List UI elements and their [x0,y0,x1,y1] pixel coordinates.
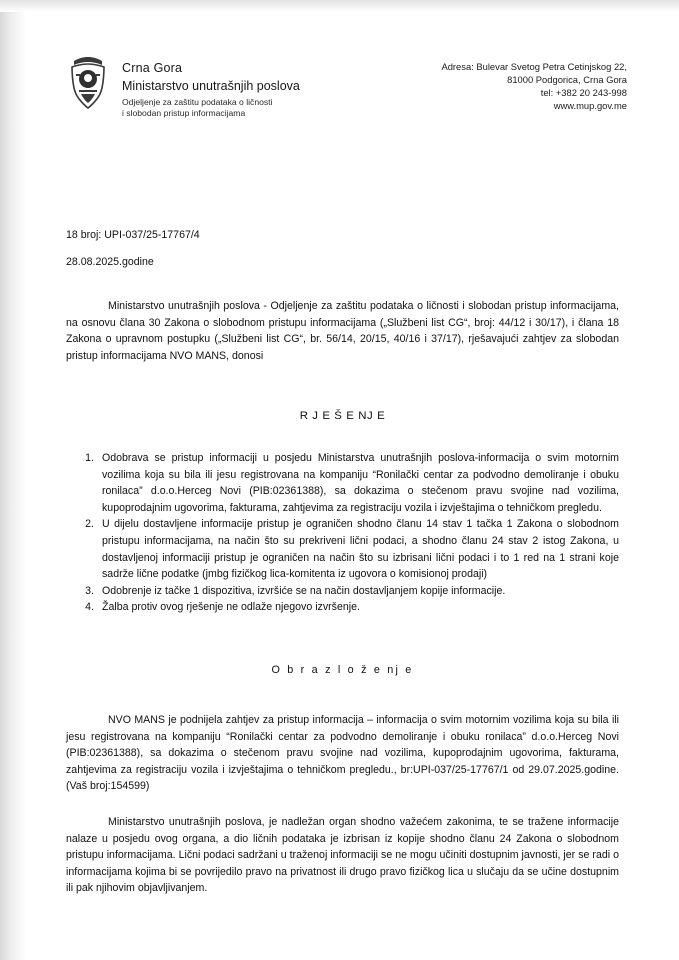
list-item-text: Odobrava se pristup informaciji u posjedu Ministarstva unutrašnjih poslova-informacija o svim motornim vozilima koja su bila ili jesu registrovana na kompaniju “Ronilački centar za podvodno demoliranje i obuku ronilaca” d.o.o.Herceg Novi (PIB:02361388), sa dokazima o stečenom pravu svojine nad vozilima, kupoprodajnim ugovorima, fakturama, zahtjevima za registraciju vozila i izvještajima o tehničkom pregledu. [102,452,619,514]
ministry-name: Ministarstvo unutrašnjih poslova [122,79,300,93]
address-phone: tel: +382 20 243-998 [540,87,627,98]
address-street: Adresa: Bulevar Svetog Petra Cetinjskog 22, [441,61,627,72]
org-identity [122,56,300,119]
list-item-text: Odobrenje iz tačke 1 dispozitiva, izvršiće se na način dostavljanjem kopije informacije. [102,584,506,597]
coat-of-arms-icon [66,56,110,112]
address-website: www.mup.gov.me [553,100,627,111]
list-item-number: 3. [85,584,94,597]
list-item [66,450,619,516]
list-item-number: 4. [85,601,94,614]
intro-paragraph: Ministarstvo unutrašnjih poslova - Odjeljenje za zaštitu podataka o ličnosti i slobodan pristup informacijama, na osnovu člana 30 Zakona o slobodnom pristupu informacijama („Službeni list CG“, broj: 44/12 i 30/17), i člana 18 Zakona o upravnom postupku („Službeni list CG“, br. 56/14, 20/15, 40/16 i 37/17), rješavajući zahtjev za slobodan pristup informacijama NVO MANS, donosi [66,300,619,362]
explanation-heading: O b r a z l o ž e nj e [271,664,414,676]
list-item-text: Žalba protiv ovog rješenje ne odlaže njegovo izvršenje. [102,601,360,614]
department-line-1: Odjeljenje za zaštitu podataka o ličnosti [122,97,273,107]
list-item-number: 2. [85,518,94,531]
reference-number: 18 broj: UPI-037/25-17767/4 [66,229,200,241]
list-item [66,583,619,600]
explanation-paragraph-2: Ministarstvo unutrašnjih poslova, je nadležan organ shodno važećem zakonima, te se tražene informacije nalaze u posjedu ovog organa, a dio ličnih podataka je izbrisan iz kopije shodno članu 24 Zakona o slobodnom pristupu informacijama. Lični podaci sadržani u traženoj informaciji se ne mogu učiniti dostupnim javnosti, jer se radi o informacijama kojima bi se povrijedilo pravo na privatnost ili drugo pravo fizičkog lica u slučaju da se učine dostupnim ili pak njihovim objavljivanjem. [66,816,619,895]
list-item [66,599,619,616]
country-name: Crna Gora [122,61,183,75]
reference-date: 28.08.2025.godine [66,256,154,268]
explanation-paragraph-1: NVO MANS je podnijela zahtjev za pristup informacija – informacija o svim motornim vozilima koja su bila ili jesu registrovana na kompaniju “Ronilački centar za podvodno demoliranje i obuku ronilaca” d.o.o.Herceg Novi (PIB:02361388), sa dokazima o stečenom pravu svojine nad vozilima, kupoprodajnim ugovorima, fakturama, zahtjevima za registraciju vozila i izvještajima o tehničkom pregledu., br:UPI-037/25-17767/1 od 29.07.2025.godine. (Vaš broj:154599) [66,714,619,793]
list-item-number: 1. [85,452,94,464]
department-line-2: i slobodan pristup informacijama [122,108,246,118]
address-block [337,60,627,112]
decision-list [66,450,619,616]
address-city: 81000 Podgorica, Crna Gora [507,74,627,85]
list-item [66,516,619,582]
list-item-text: U dijelu dostavljene informacije pristup je ograničen shodno članu 14 stav 1 tačka 1 Zakona o slobodnom pristupu informacijama, na način što su prekriveni lični podaci, a shodno članu 24 stav 2 istog Zakona, u dostavljenoj informaciji pristup je ograničen na način što su izbrisani lični podaci i to 1 red na 1 strani koje sadrže lične podatke (jmbg fizičkog lica-komitenta iz ugovora o komisionoj prodaji) [102,518,619,581]
decision-heading: R J E Š E NJ E [299,410,386,422]
